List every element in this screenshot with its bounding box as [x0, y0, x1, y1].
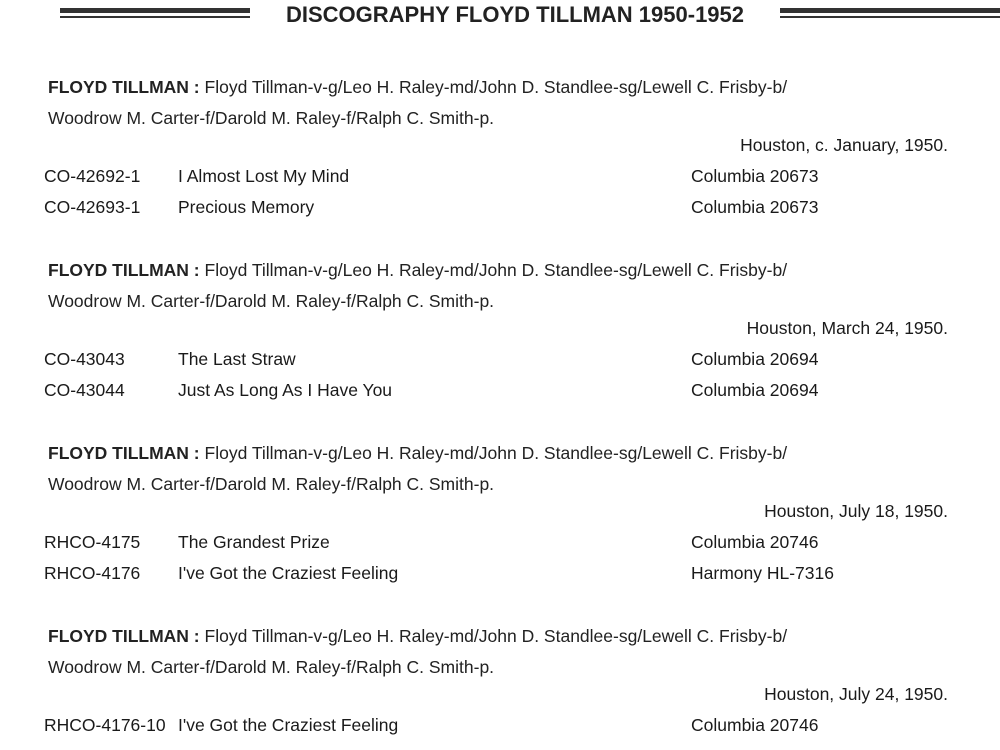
- personnel-line-2: Woodrow M. Carter-f/Darold M. Raley-f/Ralph C. Smith-p.: [48, 291, 495, 311]
- track-row: [0, 375, 1000, 406]
- release-number: Columbia 20746: [691, 532, 819, 552]
- track-title: The Grandest Prize: [178, 532, 330, 552]
- session-personnel: [48, 438, 948, 500]
- track-title: Precious Memory: [178, 197, 315, 217]
- track-row: [0, 710, 1000, 741]
- personnel-line-2: Woodrow M. Carter-f/Darold M. Raley-f/Ralph C. Smith-p.: [48, 108, 495, 128]
- page-title: DISCOGRAPHY FLOYD TILLMAN 1950-1952: [285, 2, 745, 27]
- personnel-line-2: Woodrow M. Carter-f/Darold M. Raley-f/Ralph C. Smith-p.: [48, 474, 495, 494]
- release-number: Harmony HL-7316: [691, 563, 834, 583]
- matrix-number: RHCO-4175: [44, 532, 141, 552]
- track-row: [0, 192, 1000, 223]
- artist-name: FLOYD TILLMAN :: [48, 443, 200, 463]
- session-venue-date: Houston, July 18, 1950.: [764, 501, 948, 521]
- session-personnel: [48, 72, 948, 134]
- rule-thick: [780, 8, 1000, 13]
- personnel-line-1: Floyd Tillman-v-g/Leo H. Raley-md/John D. Standlee-sg/Lewell C. Frisby-b/: [204, 77, 788, 97]
- matrix-number: CO-42693-1: [44, 197, 141, 217]
- track-title: I've Got the Craziest Feeling: [178, 715, 399, 735]
- personnel-line-1: Floyd Tillman-v-g/Leo H. Raley-md/John D. Standlee-sg/Lewell C. Frisby-b/: [204, 626, 788, 646]
- personnel-line-2: Woodrow M. Carter-f/Darold M. Raley-f/Ralph C. Smith-p.: [48, 657, 495, 677]
- track-row: [0, 558, 1000, 589]
- session-venue-date: Houston, July 24, 1950.: [764, 684, 948, 704]
- track-title: The Last Straw: [178, 349, 296, 369]
- matrix-number: CO-43043: [44, 349, 125, 369]
- matrix-number: CO-43044: [44, 380, 125, 400]
- session-personnel: [48, 255, 948, 317]
- matrix-number: RHCO-4176: [44, 563, 141, 583]
- matrix-number: RHCO-4176-10: [44, 715, 166, 735]
- release-number: Columbia 20694: [691, 349, 819, 369]
- header-rule-right: [780, 8, 1000, 20]
- rule-thick: [60, 8, 250, 13]
- track-title: I've Got the Craziest Feeling: [178, 563, 399, 583]
- session-venue-date: Houston, c. January, 1950.: [740, 135, 948, 155]
- rule-thin: [60, 16, 250, 18]
- track-row: [0, 161, 1000, 192]
- track-row: [0, 344, 1000, 375]
- session-personnel: [48, 621, 948, 683]
- matrix-number: CO-42692-1: [44, 166, 141, 186]
- release-number: Columbia 20746: [691, 715, 819, 735]
- personnel-line-1: Floyd Tillman-v-g/Leo H. Raley-md/John D. Standlee-sg/Lewell C. Frisby-b/: [204, 443, 788, 463]
- track-title: Just As Long As I Have You: [178, 380, 393, 400]
- artist-name: FLOYD TILLMAN :: [48, 77, 200, 97]
- track-title: I Almost Lost My Mind: [178, 166, 350, 186]
- artist-name: FLOYD TILLMAN :: [48, 626, 200, 646]
- release-number: Columbia 20673: [691, 166, 819, 186]
- release-number: Columbia 20673: [691, 197, 819, 217]
- header-rule-left: [60, 8, 250, 20]
- rule-thin: [780, 16, 1000, 18]
- release-number: Columbia 20694: [691, 380, 819, 400]
- page-header: [0, 0, 1000, 38]
- session-venue-date: Houston, March 24, 1950.: [746, 318, 948, 338]
- artist-name: FLOYD TILLMAN :: [48, 260, 200, 280]
- track-row: [0, 527, 1000, 558]
- personnel-line-1: Floyd Tillman-v-g/Leo H. Raley-md/John D. Standlee-sg/Lewell C. Frisby-b/: [204, 260, 788, 280]
